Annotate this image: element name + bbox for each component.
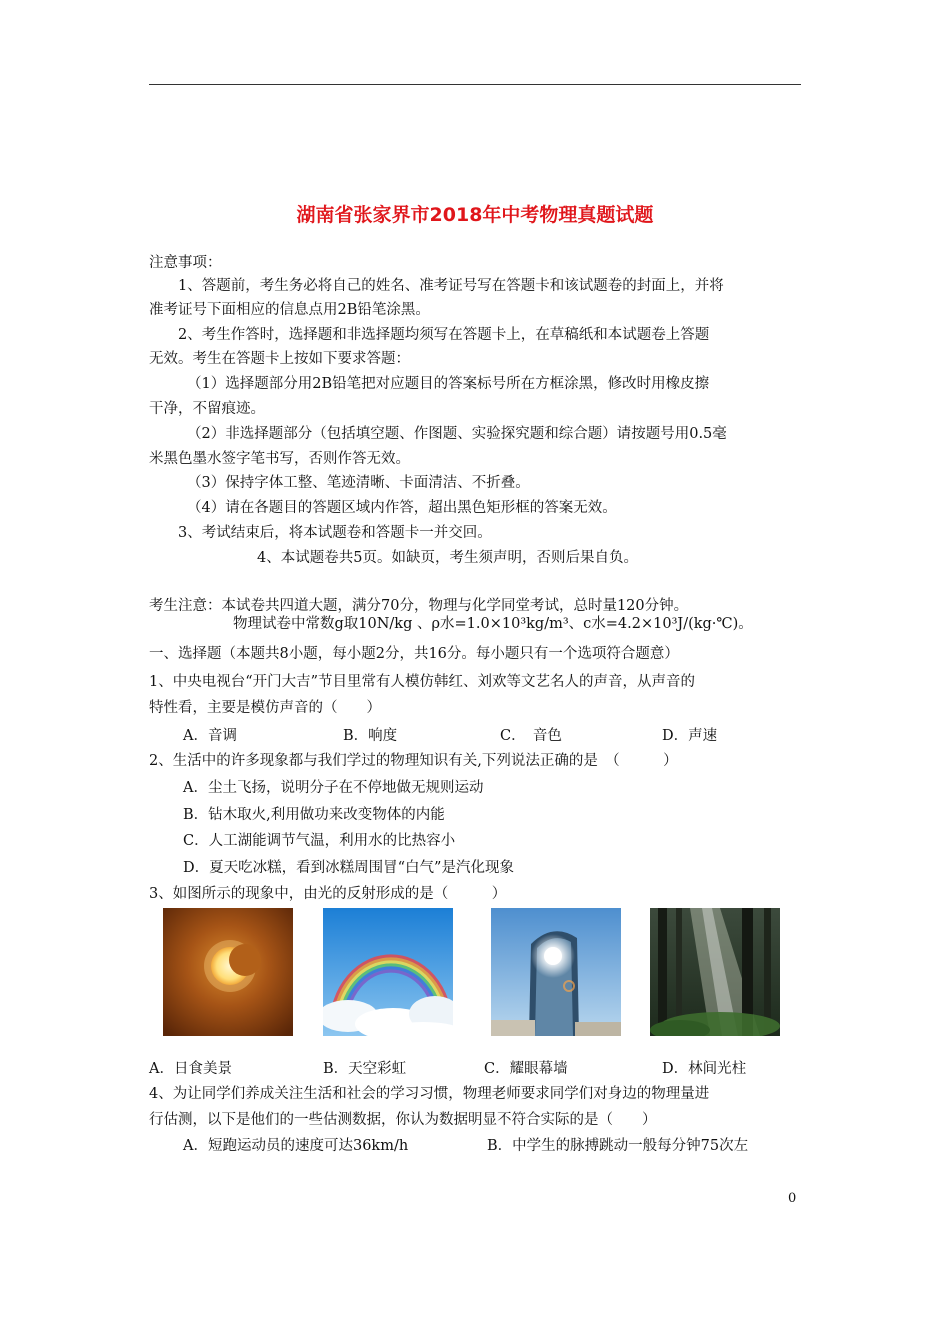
notice-line: 3、考试结束后，将本试题卷和答题卡一并交回。 — [178, 525, 492, 541]
question-4-stem: 行估测，以下是他们的一些估测数据，你认为数据明显不符合实际的是（ ） — [149, 1112, 657, 1128]
q1-option-c: C． 音色 — [500, 728, 562, 744]
candidate-notice: 考生注意：本试卷共四道大题，满分70分，物理与化学同堂考试，总时量120分钟。 — [149, 598, 689, 614]
q2-option-b: B．钻木取火,利用做功来改变物体的内能 — [183, 807, 445, 823]
notice-line: 准考证号下面相应的信息点用2B铅笔涂黑。 — [149, 302, 430, 318]
page-number: 0 — [788, 1191, 797, 1206]
q1-option-d: D．声速 — [662, 728, 718, 744]
q2-option-c: C．人工湖能调节气温，利用水的比热容小 — [183, 833, 456, 849]
q4-option-b: B．中学生的脉搏跳动一般每分钟75次左 — [487, 1138, 749, 1154]
q3-option-a: A．日食美景 — [149, 1061, 232, 1077]
q4-option-a: A．短跑运动员的速度可达36km/h — [183, 1138, 409, 1154]
question-3-stem: 3、如图所示的现象中，由光的反射形成的是（ ） — [149, 886, 507, 902]
forest-light-beams-image — [650, 908, 780, 1036]
q3-option-c: C．耀眼幕墙 — [484, 1061, 568, 1077]
notice-line: （2）非选择题部分（包括填空题、作图题、实验探究题和综合题）请按题号用0.5毫 — [187, 426, 727, 442]
q3-option-d: D．林间光柱 — [662, 1061, 747, 1077]
q2-option-d: D．夏天吃冰糕，看到冰糕周围冒“白气”是汽化现象 — [183, 860, 514, 876]
notice-line: 米黑色墨水签字笔书写，否则作答无效。 — [149, 451, 410, 467]
notice-line: 干净，不留痕迹。 — [149, 401, 265, 417]
q3-option-b: B．天空彩虹 — [323, 1061, 407, 1077]
candidate-constants: 物理试卷中常数g取10N/kg 、ρ水=1.0×10³kg/m³、c水=4.2×10³J/(kg·℃)。 — [233, 616, 753, 632]
notice-line: （1）选择题部分用2B铅笔把对应题目的答案标号所在方框涂黑，修改时用橡皮擦 — [187, 376, 710, 392]
notice-heading: 注意事项： — [149, 255, 222, 271]
notice-line: （4）请在各题目的答题区域内作答，超出黑色矩形框的答案无效。 — [187, 500, 617, 516]
notice-line: 2、考生作答时，选择题和非选择题均须写在答题卡上，在草稿纸和本试题卷上答题 — [178, 327, 710, 343]
notice-line: （3）保持字体工整、笔迹清晰、卡面清洁、不折叠。 — [187, 475, 530, 491]
notice-line: 4、本试题卷共5页。如缺页，考生须声明，否则后果自负。 — [257, 550, 638, 566]
solar-eclipse-image — [163, 908, 293, 1036]
question-1-stem: 特性看，主要是模仿声音的（ ） — [149, 700, 381, 716]
section-heading: 一、选择题（本题共8小题，每小题2分，共16分。每小题只有一个选项符合题意） — [149, 646, 679, 662]
header-rule — [149, 84, 801, 85]
glass-curtain-wall-image — [491, 908, 621, 1036]
page-title: 湖南省张家界市2018年中考物理真题试题 — [296, 204, 654, 226]
notice-line: 无效。考生在答题卡上按如下要求答题： — [149, 351, 410, 367]
q1-option-a: A．音调 — [183, 728, 237, 744]
question-4-stem: 4、为让同学们养成关注生活和社会的学习习惯，物理老师要求同学们对身边的物理量进 — [149, 1086, 710, 1102]
question-1-stem: 1、中央电视台“开门大吉”节目里常有人模仿韩红、刘欢等文艺名人的声音，从声音的 — [149, 674, 696, 690]
rainbow-image — [323, 908, 453, 1036]
question-2-stem: 2、生活中的许多现象都与我们学过的物理知识有关,下列说法正确的是 （ ） — [149, 753, 678, 769]
q1-option-b: B．响度 — [343, 728, 398, 744]
q2-option-a: A．尘土飞扬，说明分子在不停地做无规则运动 — [183, 780, 484, 796]
notice-line: 1、答题前，考生务必将自己的姓名、准考证号写在答题卡和该试题卷的封面上，并将 — [178, 278, 724, 294]
